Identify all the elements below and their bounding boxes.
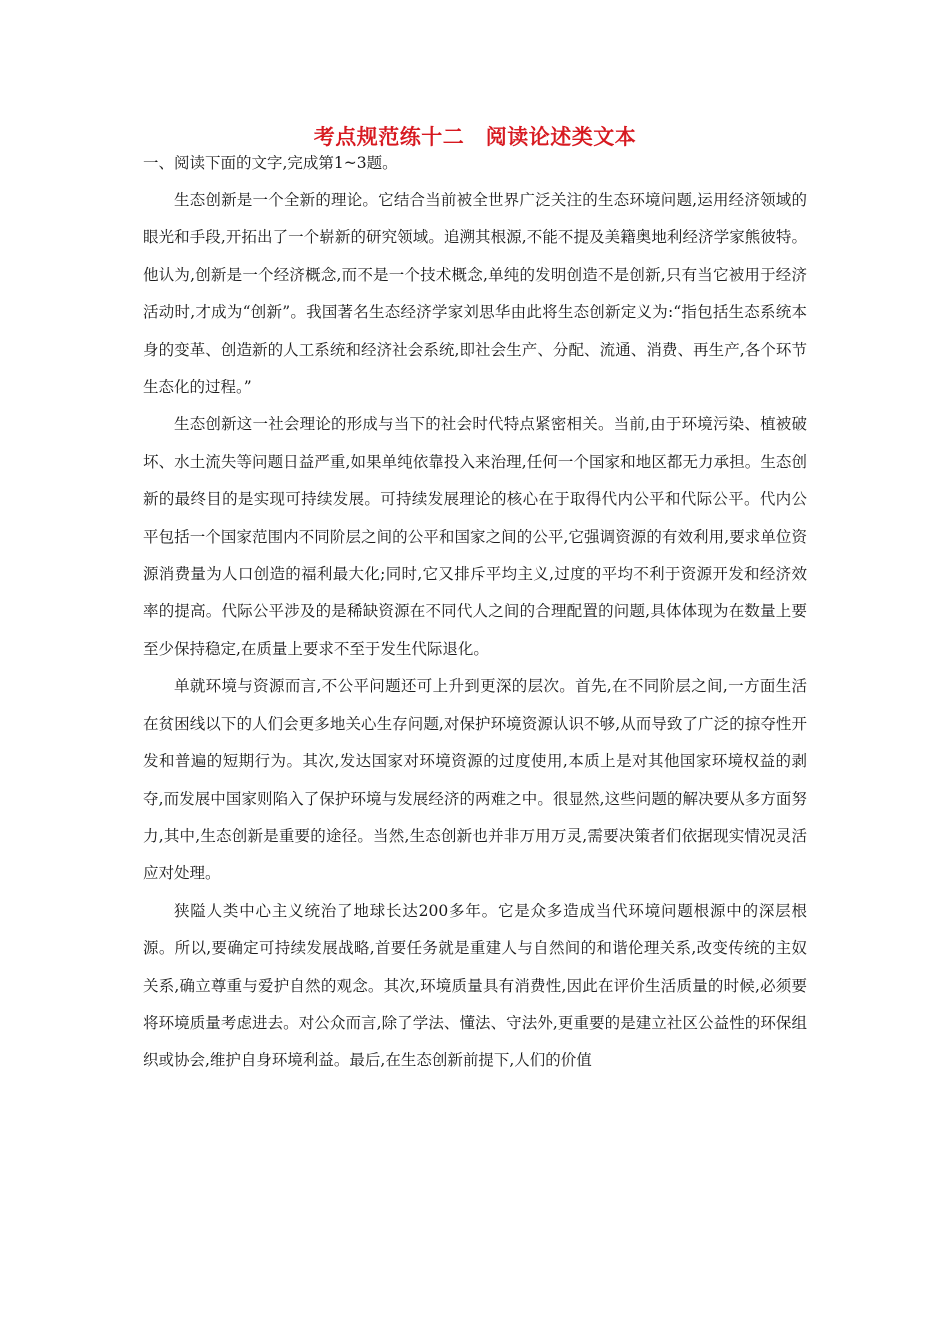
reading-passage [143,182,807,1080]
passage-paragraph-2: 生态创新这一社会理论的形成与当下的社会时代特点紧密相关。当前,由于环境污染、植被破坏、水土流失等问题日益严重,如果单纯依靠投入来治理,任何一个国家和地区都无力承担。生态创新的最终目的是实现可持续发展。可持续发展理论的核心在于取得代内公平和代际公平。代内公平包括一个国家范围内不同阶层之间的公平和国家之间的公平,它强调资源的有效利用,要求单位资源消费量为人口创造的福利最大化;同时,它又排斥平均主义,过度的平均不利于资源开发和经济效率的提高。代际公平涉及的是稀缺资源在不同代人之间的合理配置的问题,具体体现为在数量上要至少保持稳定,在质量上要求不至于发生代际退化。 [143,415,807,658]
passage-paragraph-4: 狭隘人类中心主义统治了地球长达200多年。它是众多造成当代环境问题根源中的深层根源。所以,要确定可持续发展战略,首要任务就是重建人与自然间的和谐伦理关系,改变传统的主奴关系,确立尊重与爱护自然的观念。其次,环境质量具有消费性,因此在评价生活质量的时候,必须要将环境质量考虑进去。对公众而言,除了学法、懂法、守法外,更重要的是建立社区公益性的环保组织或协会,维护自身环境利益。最后,在生态创新前提下,人们的价值 [143,901,807,1070]
passage-paragraph-1: 生态创新是一个全新的理论。它结合当前被全世界广泛关注的生态环境问题,运用经济领域的眼光和手段,开拓出了一个崭新的研究领域。追溯其根源,不能不提及美籍奥地利经济学家熊彼特。他认为,创新是一个经济概念,而不是一个技术概念,单纯的发明创造不是创新,只有当它被用于经济活动时,才成为“创新”。我国著名生态经济学家刘思华由此将生态创新定义为:“指包括生态系统本身的变革、创造新的人工系统和经济社会系统,即社会生产、分配、流通、消费、再生产,各个环节生态化的过程。” [143,191,807,397]
page-title: 考点规范练十二 阅读论述类文本 [313,125,637,149]
passage-paragraph-3: 单就环境与资源而言,不公平问题还可上升到更深的层次。首先,在不同阶层之间,一方面生活在贫困线以下的人们会更多地关心生存问题,对保护环境资源认识不够,从而导致了广泛的掠夺性开发和普遍的短期行为。其次,发达国家对环境资源的过度使用,本质上是对其他国家环境权益的剥夺,而发展中国家则陷入了保护环境与发展经济的两难之中。很显然,这些问题的解决要从多方面努力,其中,生态创新是重要的途径。当然,生态创新也并非万用万灵,需要决策者们依据现实情况灵活应对处理。 [143,677,807,883]
question-instruction: 一、阅读下面的文字,完成第1~3题。 [143,154,398,172]
